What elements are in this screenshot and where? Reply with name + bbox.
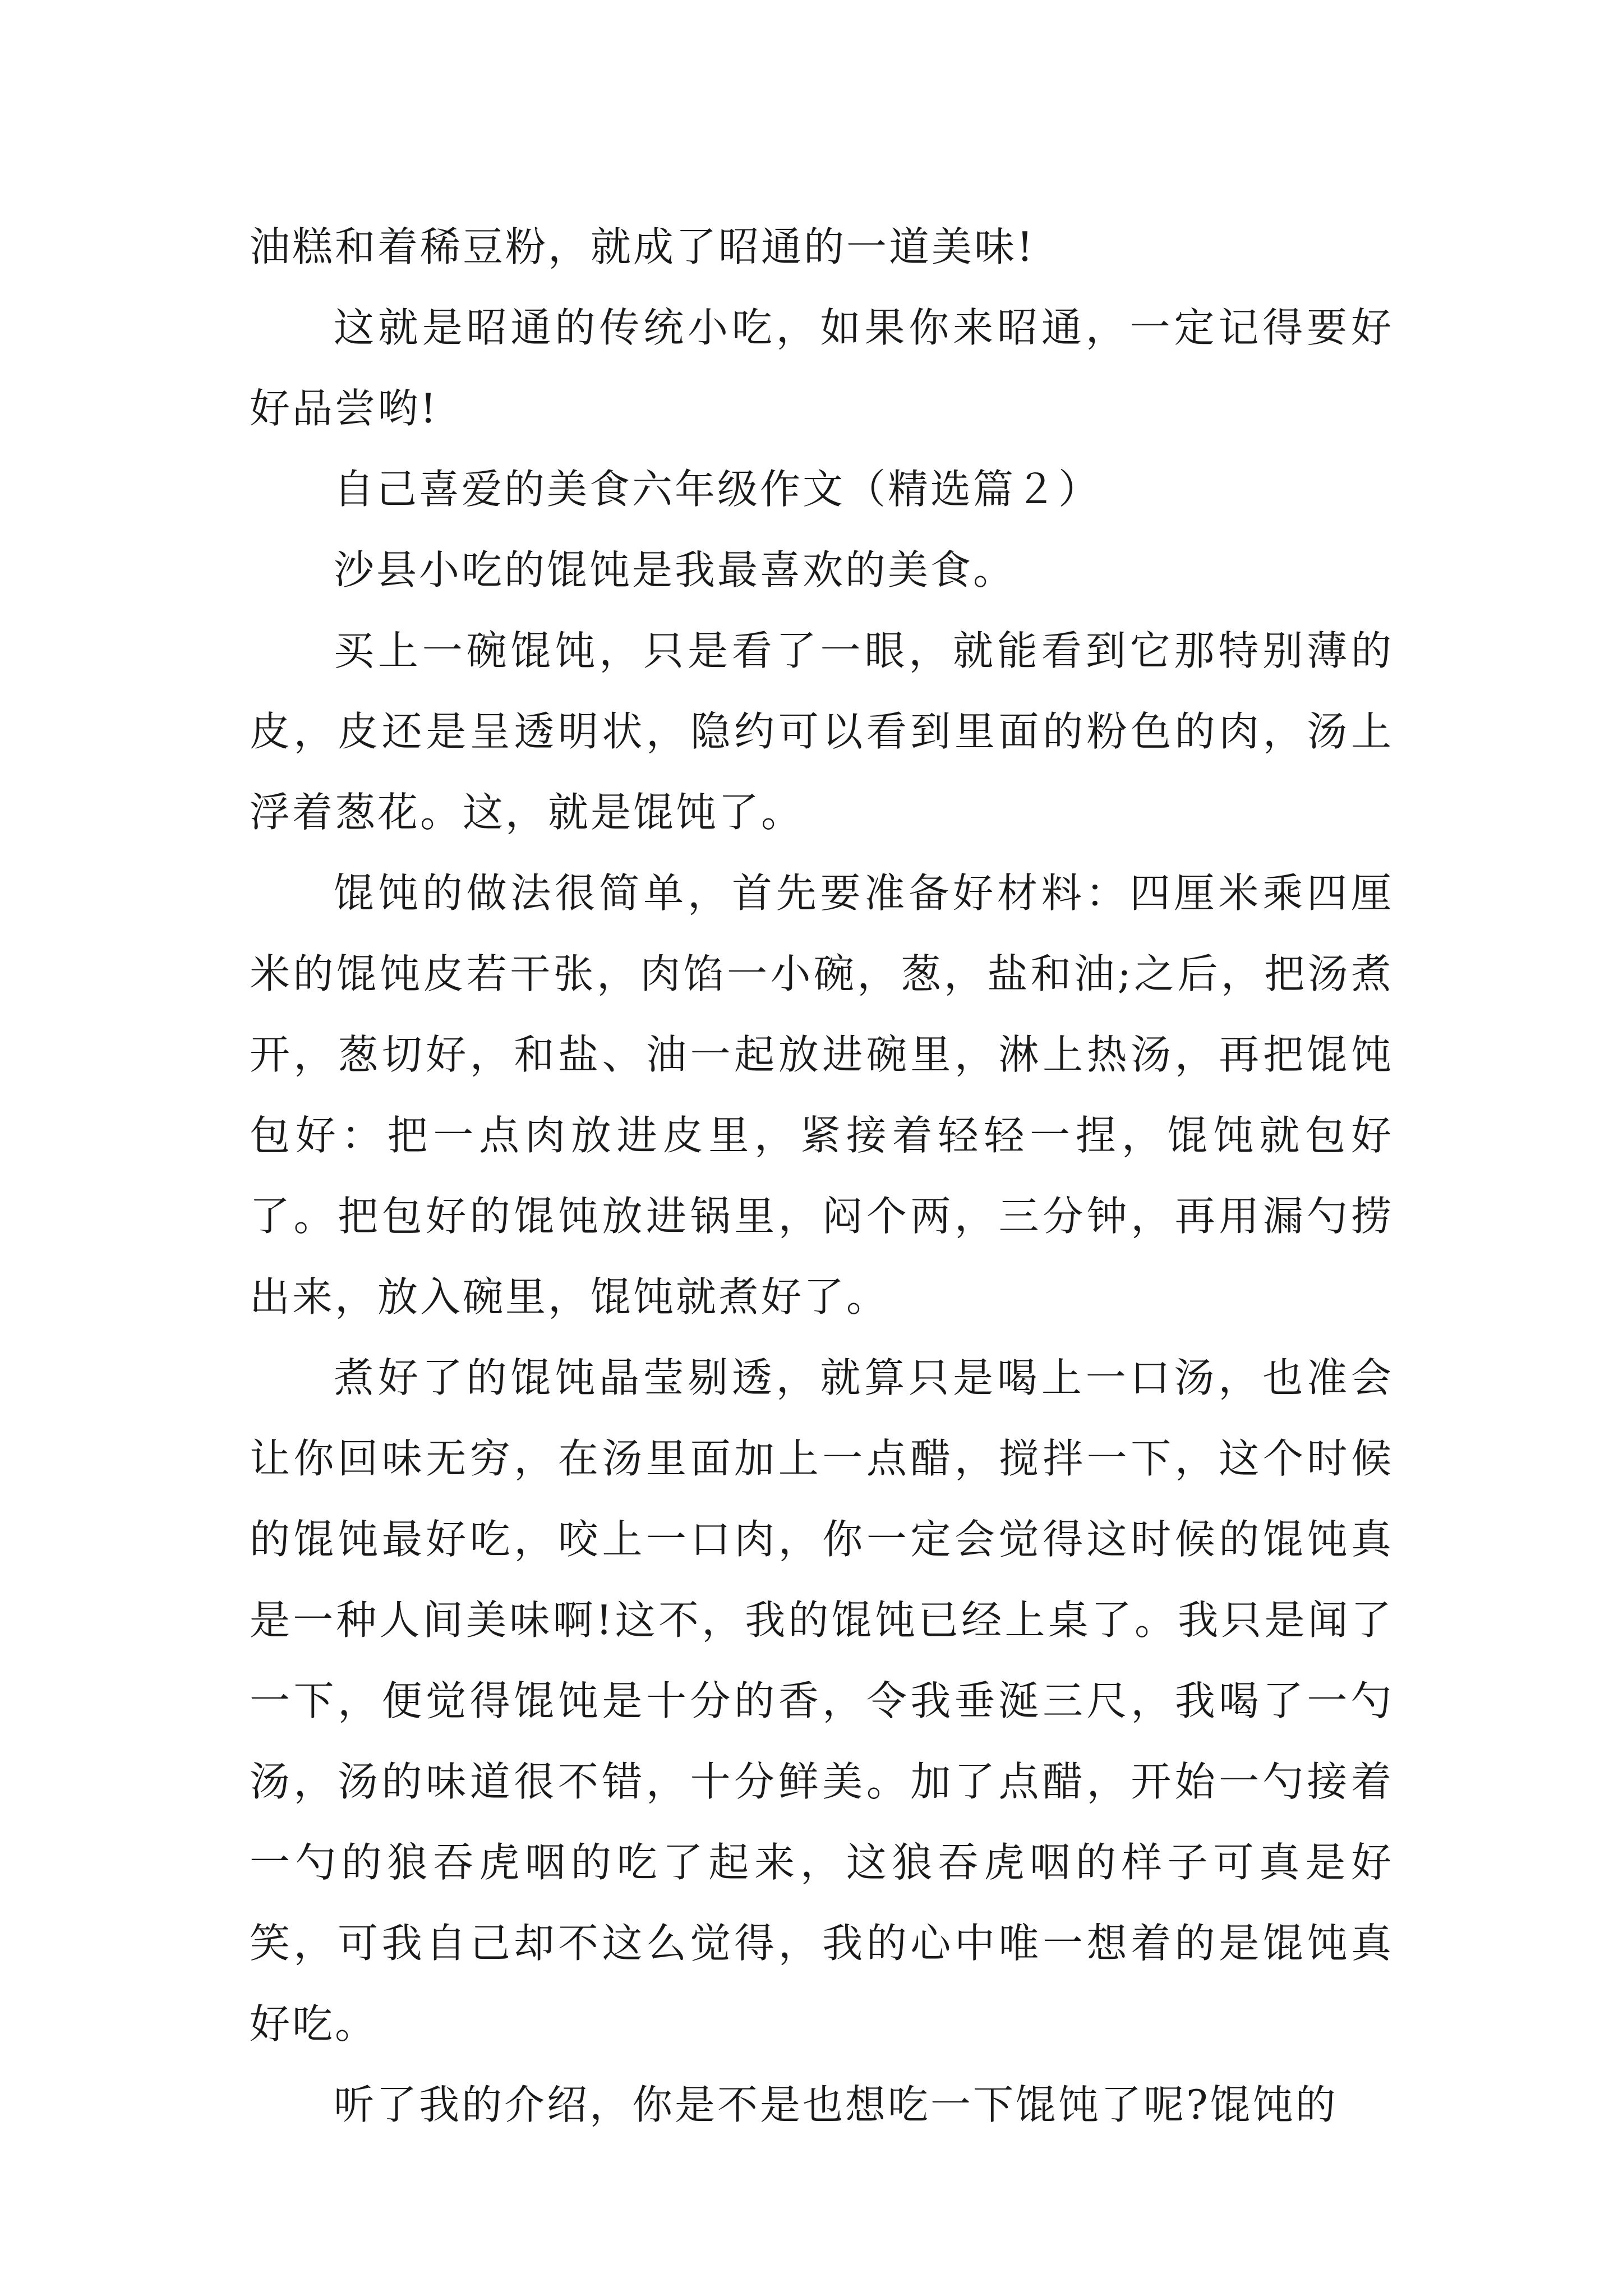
paragraph-1: 油糕和着稀豆粉，就成了昭通的一道美味! [250,223,1035,270]
paragraph-4: 买上一碗馄饨，只是看了一眼，就能看到它那特别薄的皮，皮还是呈透明状，隐约可以看到里面的粉色的肉，汤上浮着葱花。这，就是馄饨了。 [250,627,1394,836]
paragraph-7: 听了我的介绍，你是不是也想吃一下馄饨了呢?馄饨的 [334,2081,1338,2128]
paragraph-3: 沙县小吃的馄饨是我最喜欢的美食。 [334,546,1016,593]
section-heading: 自己喜爱的美食六年级作文（精选篇２） [334,466,1101,513]
paragraph-6: 煮好了的馄饨晶莹剔透，就算只是喝上一口汤，也准会让你回味无穷，在汤里面加上一点醋，搅拌一下，这个时候的馄饨最好吃，咬上一口肉，你一定会觉得这时候的馄饨真是一种人间美味啊!这不，我的馄饨已经上桌了。我只是闻了一下，便觉得馄饨是十分的香，令我垂涎三尺，我喝了一勺汤，汤的味道很不错，十分鲜美。加了点醋，开始一勺接着一勺的狼吞虎咽的吃了起来，这狼吞虎咽的样子可真是好笑，可我自己却不这么觉得，我的心中唯一想着的是馄饨真好吃。 [250,1354,1394,2047]
paragraph-2: 这就是昭通的传统小吃，如果你来昭通，一定记得要好好品尝哟! [250,304,1394,432]
document-body [250,206,1394,2145]
paragraph-5: 馄饨的做法很简单，首先要准备好材料：四厘米乘四厘米的馄饨皮若干张，肉馅一小碗，葱，盐和油;之后，把汤煮开，葱切好，和盐、油一起放进碗里，淋上热汤，再把馄饨包好：把一点肉放进皮里，紧接着轻轻一捏，馄饨就包好了。把包好的馄饨放进锅里，闷个两，三分钟，再用漏勺捞出来，放入碗里，馄饨就煮好了。 [250,869,1394,1320]
